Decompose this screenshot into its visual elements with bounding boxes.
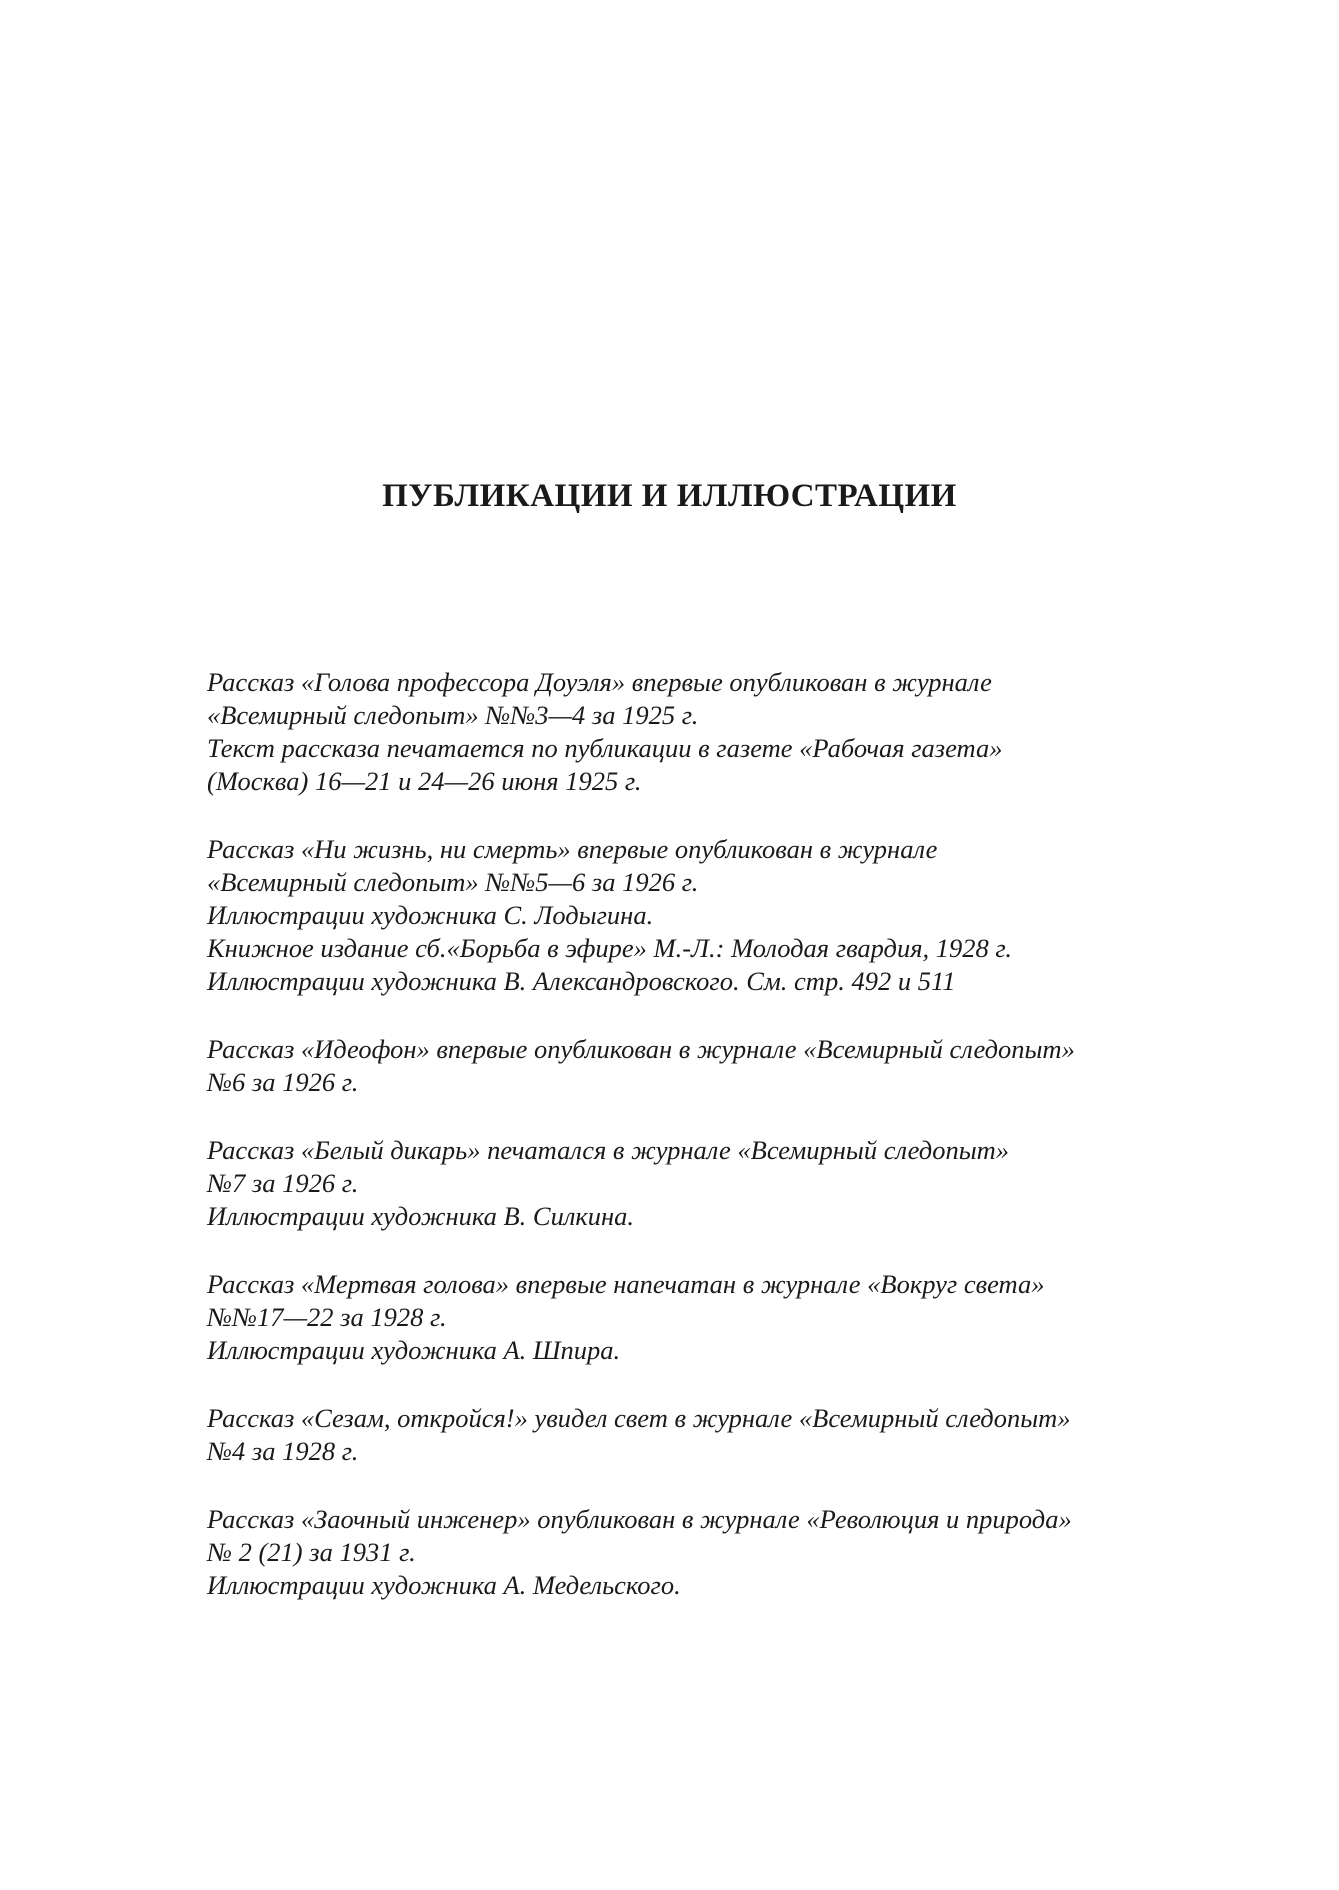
- entry-line: Рассказ «Белый дикарь» печатался в журнале «Всемирный следопыт»: [207, 1135, 1010, 1165]
- entry-line: Иллюстрации художника В. Александровского. См. стр. 492 и 511: [207, 966, 956, 996]
- entry-line: Рассказ «Заочный инженер» опубликован в журнале «Революция и природа»: [207, 1504, 1072, 1534]
- publication-entry: [207, 1268, 1207, 1367]
- entry-line: Рассказ «Голова профессора Доуэля» впервые опубликован в журнале: [207, 667, 992, 697]
- entry-line: Рассказ «Сезам, откройся!» увидел свет в журнале «Всемирный следопыт»: [207, 1403, 1071, 1433]
- publication-entry: [207, 1402, 1207, 1468]
- publication-entry: [207, 1134, 1207, 1233]
- entry-line: Текст рассказа печатается по публикации в газете «Рабочая газета»: [207, 733, 1003, 763]
- entry-line: №№17—22 за 1928 г.: [207, 1302, 447, 1332]
- entry-line: №7 за 1926 г.: [207, 1168, 359, 1198]
- entry-line: Иллюстрации художника А. Медельского.: [207, 1570, 681, 1600]
- page-title: ПУБЛИКАЦИИ И ИЛЛЮСТРАЦИИ: [382, 478, 957, 514]
- entry-line: Рассказ «Идеофон» впервые опубликован в журнале «Всемирный следопыт»: [207, 1034, 1075, 1064]
- entry-line: Иллюстрации художника В. Силкина.: [207, 1201, 635, 1231]
- entry-line: «Всемирный следопыт» №№3—4 за 1925 г.: [207, 700, 699, 730]
- entry-line: Иллюстрации художника С. Лодыгина.: [207, 900, 654, 930]
- entry-line: Рассказ «Мертвая голова» впервые напечатан в журнале «Вокруг света»: [207, 1269, 1045, 1299]
- entry-line: Иллюстрации художника А. Шпира.: [207, 1335, 621, 1365]
- entry-line: №6 за 1926 г.: [207, 1067, 359, 1097]
- publication-entry: [207, 1033, 1207, 1099]
- publication-entry: [207, 666, 1207, 798]
- publication-entry: [207, 833, 1207, 998]
- entry-line: Книжное издание сб.«Борьба в эфире» М.-Л.: Молодая гвардия, 1928 г.: [207, 933, 1013, 963]
- publication-entry: [207, 1503, 1207, 1602]
- entry-line: Рассказ «Ни жизнь, ни смерть» впервые опубликован в журнале: [207, 834, 938, 864]
- entry-line: №4 за 1928 г.: [207, 1436, 359, 1466]
- entry-line: (Москва) 16—21 и 24—26 июня 1925 г.: [207, 766, 642, 796]
- entry-line: «Всемирный следопыт» №№5—6 за 1926 г.: [207, 867, 699, 897]
- publication-list: [207, 666, 1207, 1637]
- entry-line: № 2 (21) за 1931 г.: [207, 1537, 416, 1567]
